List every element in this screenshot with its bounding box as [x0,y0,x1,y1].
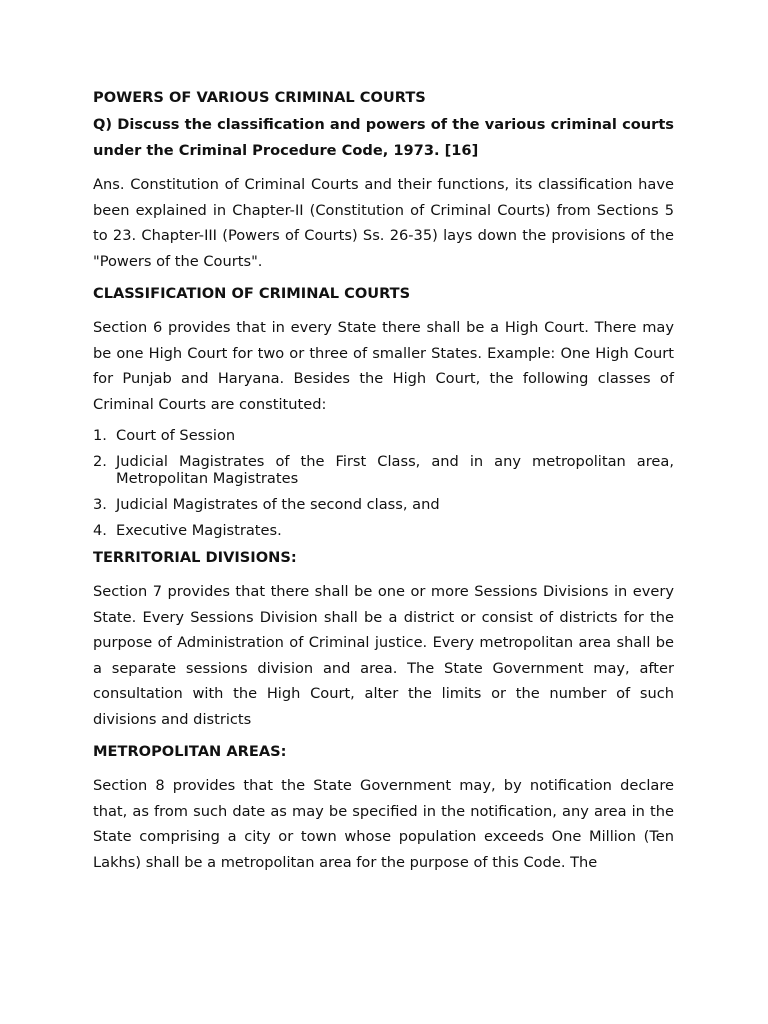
list-item [93,522,674,539]
list-item-text: Judicial Magistrates of the second class, and [116,496,440,513]
list-item [93,427,674,444]
metropolitan-areas-paragraph: Section 8 provides that the State Government may, by notification declare that, as from such date as may be specified in the notification, any area in the State comprising a city or town whose population exceeds One Million (Ten Lakhs) shall be a metropolitan area for the purpose of this Code. The [93,777,674,871]
list-item-number: 2. [93,453,107,470]
list-item-text: Executive Magistrates. [116,522,282,539]
document-title: POWERS OF VARIOUS CRIMINAL COURTS [93,89,426,106]
list-item [93,496,674,513]
section-heading-metropolitan-areas: METROPOLITAN AREAS: [93,743,287,760]
list-item-number: 4. [93,522,107,539]
classification-paragraph: Section 6 provides that in every State there shall be a High Court. There may be one High Court for two or three of smaller States. Example: One High Court for Punjab and Haryana. Besides the High Court, the following classes of Criminal Courts are constituted: [93,319,674,413]
list-item [93,453,674,487]
answer-intro-paragraph: Ans. Constitution of Criminal Courts and their functions, its classification have been explained in Chapter-II (Constitution of Criminal Courts) from Sections 5 to 23. Chapter-III (Powers of Courts) Ss. 26-35) lays down the provisions of the "Powers of the Courts". [93,176,674,270]
courts-list [93,427,674,539]
list-item-text: Court of Session [116,427,236,444]
list-item-number: 3. [93,496,107,513]
section-heading-territorial-divisions: TERRITORIAL DIVISIONS: [93,549,297,566]
territorial-divisions-paragraph: Section 7 provides that there shall be one or more Sessions Divisions in every State. Every Sessions Division shall be a district or consist of districts for the purpose of Administration of Criminal justice. Every metropolitan area shall be a separate sessions division and area. The State Government may, after consultation with the High Court, alter the limits or the number of such divisions and districts [93,583,674,728]
list-item-text: Judicial Magistrates of the First Class, and in any metropolitan area, Metropolitan Magistrates [116,453,674,487]
section-heading-classification: CLASSIFICATION OF CRIMINAL COURTS [93,285,411,302]
list-item-number: 1. [93,427,107,444]
question-text: Q) Discuss the classification and powers of the various criminal courts under the Criminal Procedure Code, 1973. [16] [93,116,674,159]
